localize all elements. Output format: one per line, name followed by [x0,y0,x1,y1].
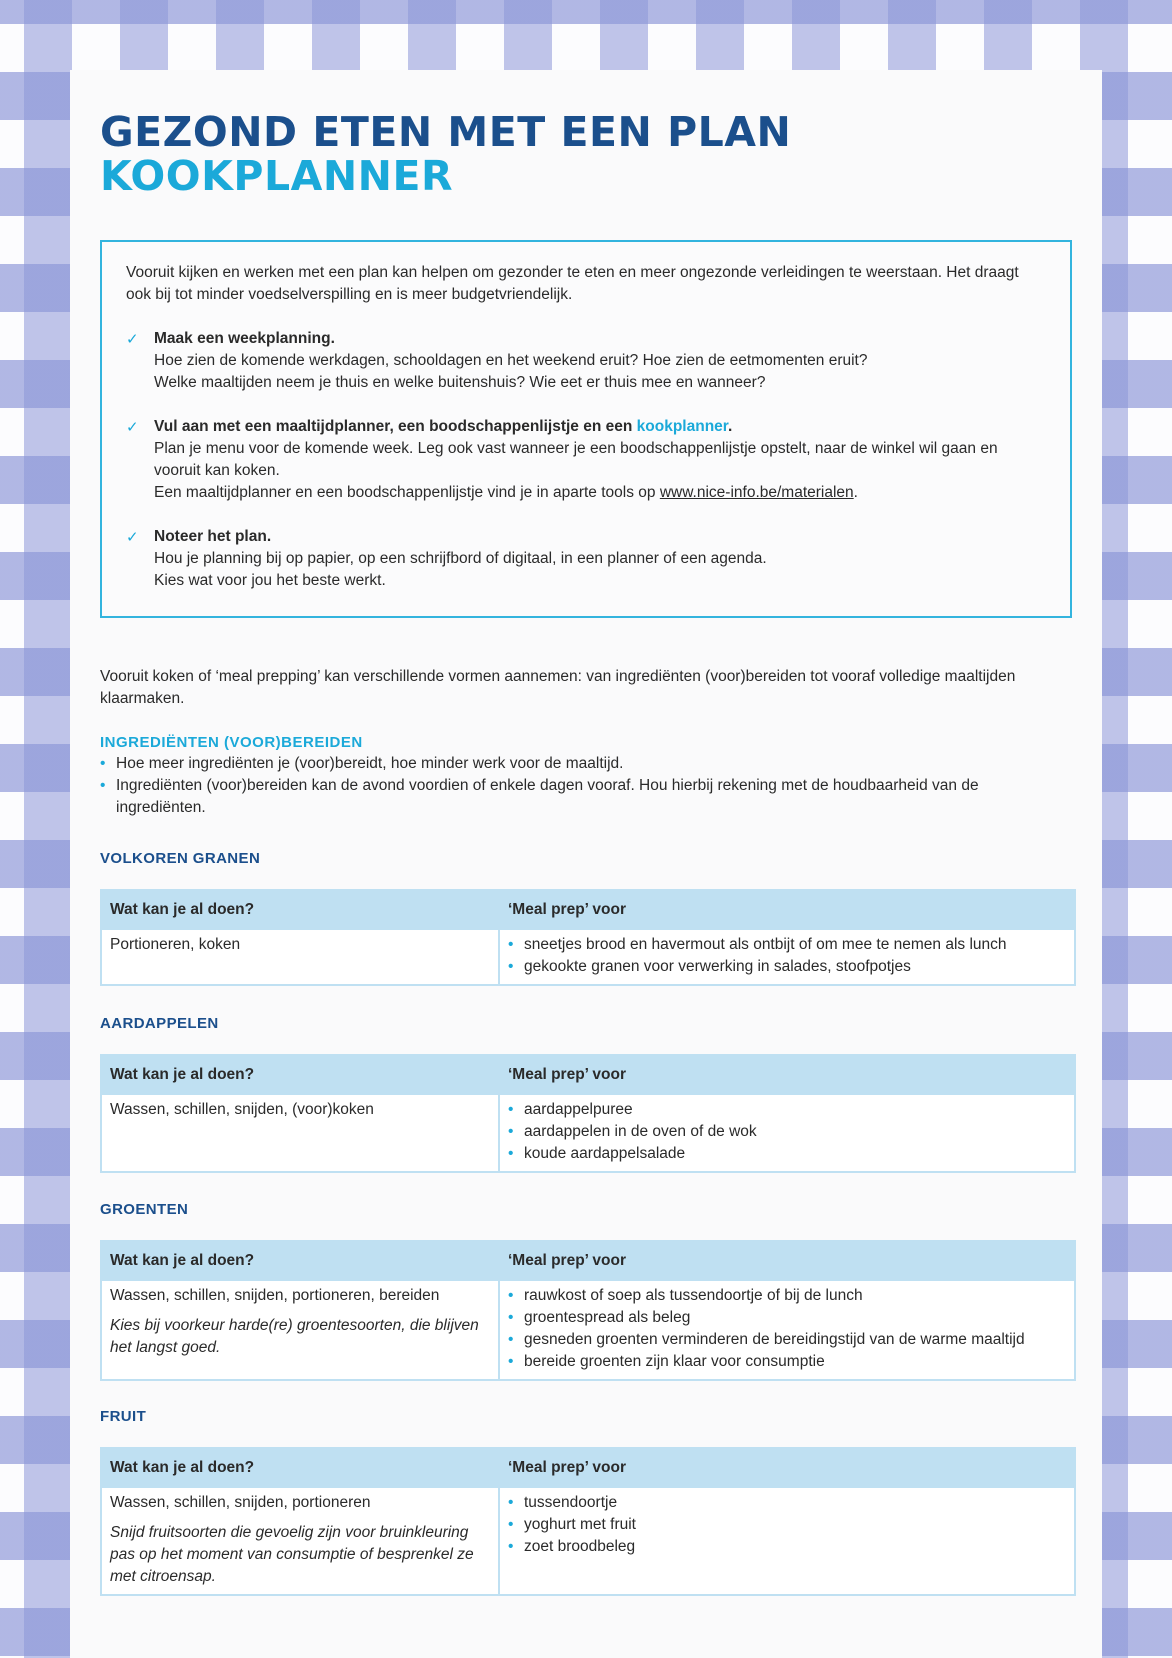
table-cell-actions [101,1487,499,1595]
list-item: • aardappelen in de oven of de wok [508,1121,1066,1143]
prep-table [100,889,1076,986]
section-groenten [100,1201,1076,1381]
check-heading-suffix: . [727,418,733,435]
check-line: Hou je planning bij op papier, op een schrijfbord of digitaal, in een planner of een agenda. [154,550,767,567]
check-line-text: Een maaltijdplanner en een boodschappenlijstje vind je in aparte tools op [154,484,660,501]
table-cell-uses [499,1094,1075,1172]
action-text: Wassen, schillen, snijden, portioneren [110,1494,371,1511]
section-title: VOLKOREN GRANEN [100,850,261,867]
check-heading: Maak een weekplanning. [154,330,335,347]
table-header-actions: Wat kan je al doen? [101,1241,499,1280]
list-item: • bereide groenten zijn klaar voor consumptie [508,1351,1066,1373]
section-volkoren-granen [100,850,1076,986]
checkmark-icon: ✓ [126,528,139,546]
check-heading [154,416,1046,438]
intro-text: Vooruit kijken en werken met een plan kan helpen om gezonder te eten en meer ongezonde verleidingen te weerstaan. Het draagt ook bij tot minder voedselverspilling en is meer budgetvriendelijk. [126,264,1019,303]
checkmark-icon: ✓ [126,330,139,348]
table-cell-actions [101,1094,499,1172]
list-item: • Ingrediënten (voor)bereiden kan de avond voordien of enkele dagen vooraf. Hou hierbij rekening met de houdbaarheid van de ingrediënten. [100,775,1072,819]
section-title: AARDAPPELEN [100,1015,219,1032]
list-item: • aardappelpuree [508,1099,1066,1121]
table-header-actions: Wat kan je al doen? [101,1448,499,1487]
checkmark-icon: ✓ [126,418,139,436]
ingredients-heading: INGREDIËNTEN (VOOR)BEREIDEN [100,734,363,751]
list-item: • zoet broodbeleg [508,1536,1066,1558]
table-row [101,1280,1075,1380]
list-item: • Hoe meer ingrediënten je (voor)bereidt, hoe minder werk voor de maaltijd. [100,753,1072,775]
table-header-actions: Wat kan je al doen? [101,890,499,929]
table-header-meal-prep: ‘Meal prep’ voor [499,1055,1075,1094]
check-line-suffix: . [853,484,858,501]
list-item: • yoghurt met fruit [508,1514,1066,1536]
table-cell-actions [101,1280,499,1380]
table-header-meal-prep: ‘Meal prep’ voor [499,1241,1075,1280]
list-item: • gesneden groenten verminderen de bereidingstijd van de warme maaltijd [508,1329,1066,1351]
kookplanner-highlight: kookplanner [636,418,728,435]
check-line: Plan je menu voor de komende week. Leg ook vast wanneer je een boodschappenlijstje opstelt, naar de winkel wil gaan en vooruit kan koken. [154,440,998,479]
prep-table [100,1447,1076,1596]
page-title: GEZOND ETEN MET EEN PLAN [100,108,792,156]
check-line: Welke maaltijden neem je thuis en welke buitenshuis? Wie eet er thuis mee en wanneer? [154,374,766,391]
list-item: • rauwkost of soep als tussendoortje of bij de lunch [508,1285,1066,1307]
prep-table [100,1054,1076,1173]
table-cell-uses [499,1487,1075,1595]
table-cell-uses [499,929,1075,985]
check-item-planners [126,416,1046,504]
check-line [154,482,1046,504]
section-title: FRUIT [100,1408,147,1425]
table-header-meal-prep: ‘Meal prep’ voor [499,890,1075,929]
check-heading: Noteer het plan. [154,528,272,545]
action-text: Wassen, schillen, snijden, (voor)koken [110,1101,374,1118]
check-line: Hoe zien de komende werkdagen, schooldagen en het weekend eruit? Hoe zien de eetmomenten eruit? [154,352,868,369]
table-header-meal-prep: ‘Meal prep’ voor [499,1448,1075,1487]
list-item: • koude aardappelsalade [508,1143,1066,1165]
ingredients-list [100,753,1072,819]
section-title: GROENTEN [100,1201,189,1218]
intro-box [100,240,1072,618]
action-text: Portioneren, koken [110,936,241,953]
prep-table [100,1240,1076,1381]
section-aardappelen [100,1015,1076,1173]
table-row [101,929,1075,985]
section-fruit [100,1408,1076,1596]
table-row [101,1487,1075,1595]
list-item: • sneetjes brood en havermout als ontbijt of om mee te nemen als lunch [508,934,1066,956]
list-item: • gekookte granen voor verwerking in salades, stoofpotjes [508,956,1066,978]
action-note: Snijd fruitsoorten die gevoelig zijn voor bruinkleuring pas op het moment van consumptie of besprenkel ze met citroensap. [110,1524,474,1585]
list-item: • groentespread als beleg [508,1307,1066,1329]
list-item: • tussendoortje [508,1492,1066,1514]
table-header-actions: Wat kan je al doen? [101,1055,499,1094]
check-heading-text: Vul aan met een maaltijdplanner, een boodschappenlijstje en een [154,418,637,435]
table-row [101,1094,1075,1172]
check-item-weekplanning [126,328,1046,394]
table-cell-uses [499,1280,1075,1380]
table-cell-actions [101,929,499,985]
check-line: Kies wat voor jou het beste werkt. [154,572,386,589]
meal-prep-intro: Vooruit koken of ‘meal prepping’ kan verschillende vormen aannemen: van ingrediënten (voor)bereiden tot vooraf volledige maaltijden klaarmaken. [100,668,1016,707]
action-text: Wassen, schillen, snijden, portioneren, bereiden [110,1287,440,1304]
check-item-noteer [126,526,1046,592]
materials-link[interactable]: www.nice-info.be/materialen [659,484,854,501]
document-page [70,70,1102,1658]
action-note: Kies bij voorkeur harde(re) groentesoorten, die blijven het langst goed. [110,1317,479,1356]
page-subtitle: KOOKPLANNER [100,152,454,200]
